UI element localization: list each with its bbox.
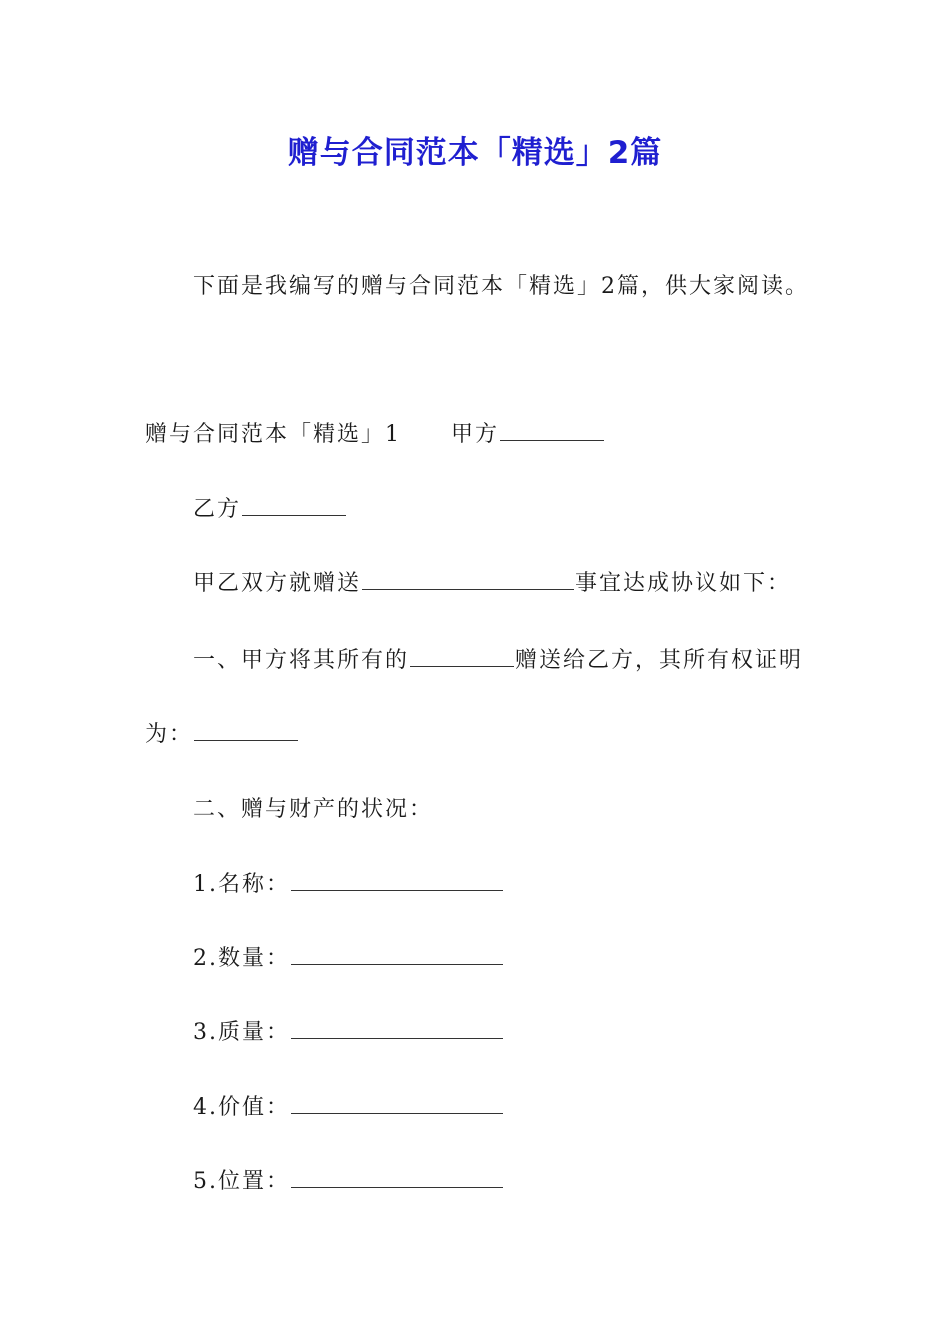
clause-2-heading: 二、赠与财产的状况： (193, 797, 434, 822)
document-title: 赠与合同范本「精选」2篇 (287, 135, 663, 171)
party-a-blank (500, 420, 604, 441)
item-label: 4.价值： (193, 1095, 290, 1120)
clause-1-suffix: 赠送给乙方，其所有权证明 (515, 648, 804, 673)
item-name-line (193, 870, 504, 900)
ownership-proof-blank (194, 720, 298, 741)
agreement-blank (362, 569, 574, 590)
clause-1-prefix: 一、甲方将其所有的 (193, 648, 410, 673)
item-quantity-line (193, 944, 504, 974)
item-blank (291, 870, 503, 891)
item-location-line (193, 1167, 504, 1197)
item-quality-line (193, 1018, 504, 1048)
agreement-suffix: 事宜达成协议如下： (575, 571, 792, 596)
item-label: 2.数量： (193, 946, 290, 971)
party-a-label: 甲方 (451, 422, 500, 447)
item-label: 3.质量： (193, 1020, 290, 1045)
party-b-label: 乙方 (193, 497, 242, 522)
item-blank (291, 944, 503, 965)
clause-1-cont-label: 为： (145, 722, 194, 747)
clause-1-blank (410, 646, 514, 667)
item-blank (291, 1018, 503, 1039)
intro-paragraph: 下面是我编写的赠与合同范本「精选」2篇，供大家阅读。 (193, 274, 809, 299)
item-label: 5.位置： (193, 1169, 290, 1194)
item-blank (291, 1093, 503, 1114)
contract-heading-line (145, 420, 605, 450)
item-value-line (193, 1093, 504, 1123)
party-b-blank (242, 495, 346, 516)
clause-1-continuation (145, 720, 299, 750)
contract-heading: 赠与合同范本「精选」1 (145, 422, 401, 447)
party-b-line (193, 495, 347, 525)
item-label: 1.名称： (193, 872, 290, 897)
agreement-prefix: 甲乙双方就赠送 (193, 571, 362, 596)
agreement-line (193, 569, 791, 599)
item-blank (291, 1167, 503, 1188)
clause-1-line (193, 646, 803, 676)
